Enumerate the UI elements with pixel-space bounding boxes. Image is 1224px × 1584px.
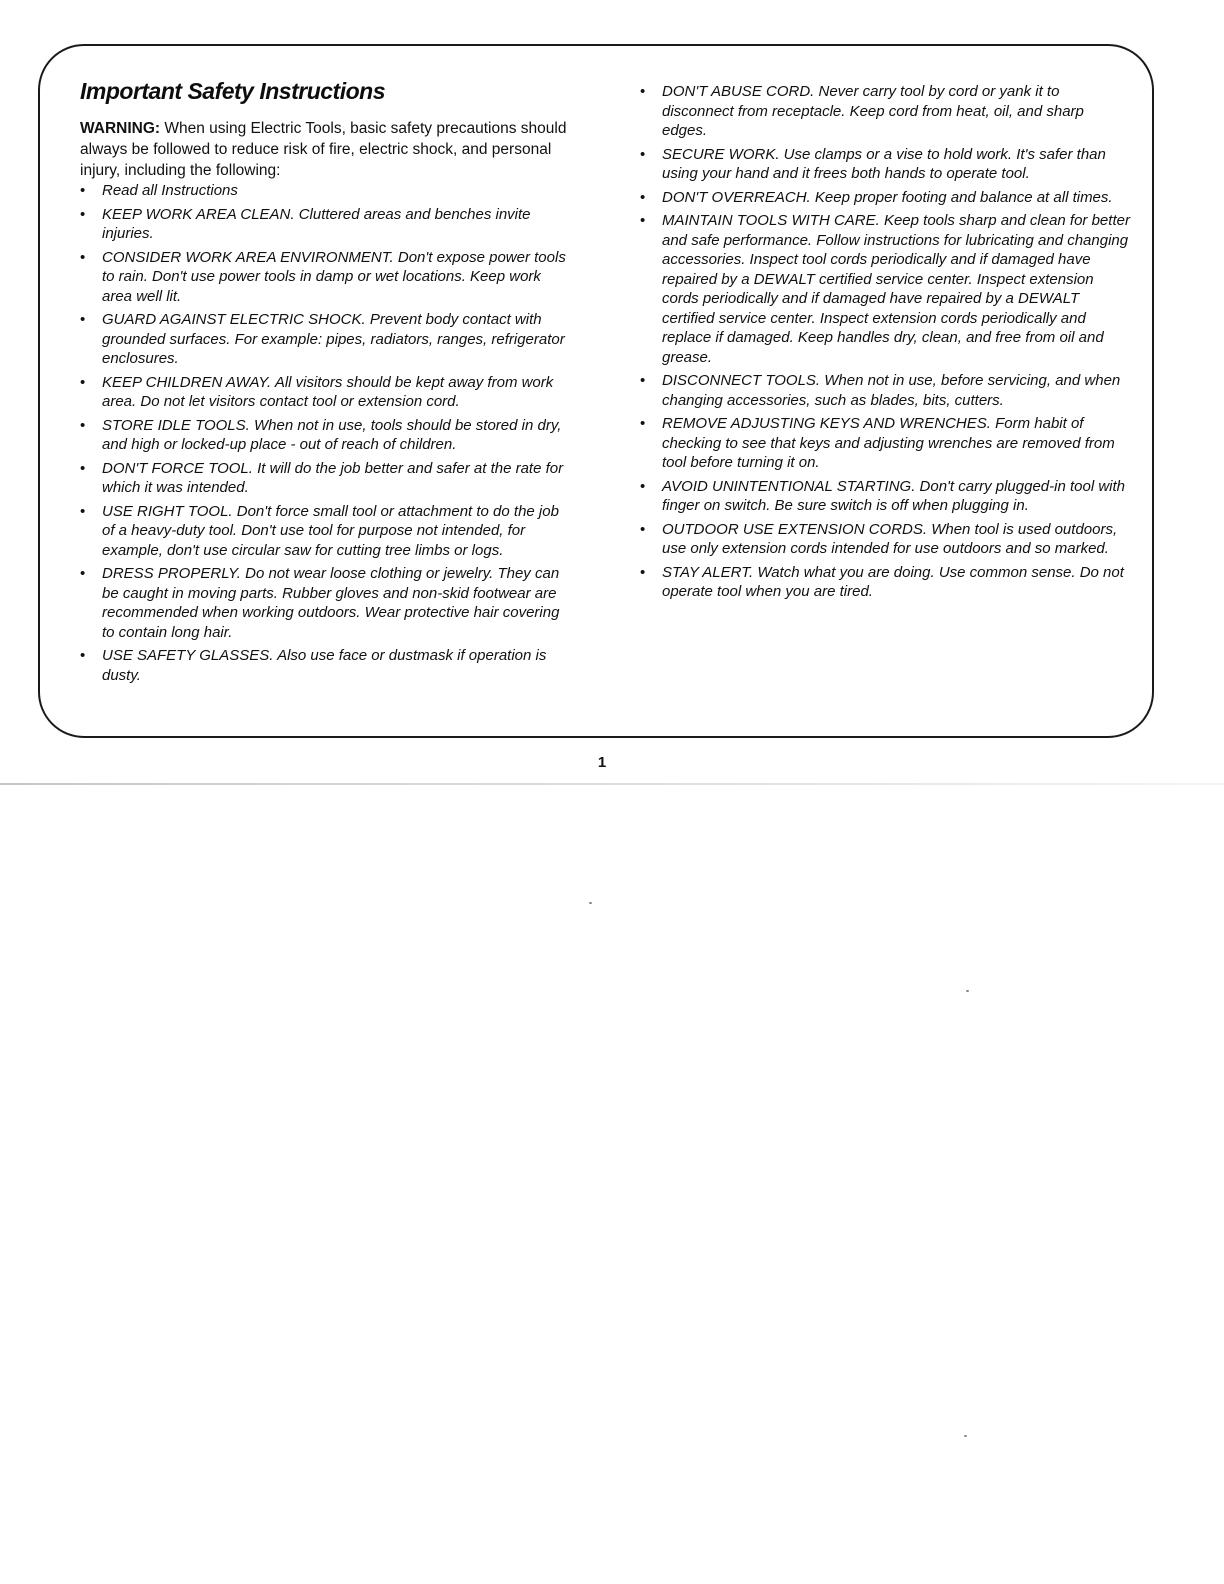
bullet: •	[640, 212, 646, 229]
left-bullet-list	[80, 181, 568, 685]
bullet: •	[640, 145, 646, 163]
list-item-text: CONSIDER WORK AREA ENVIRONMENT. Don't expose power tools to rain. Don't use power tools in damp or wet locations. Keep work area well lit.	[102, 248, 566, 305]
bullet: •	[640, 520, 646, 538]
bullet: •	[80, 565, 86, 582]
page-title: Important Safety Instructions	[80, 78, 385, 104]
list-item	[640, 520, 1130, 559]
list-item-text: USE RIGHT TOOL. Don't force small tool or attachment to do the job of a heavy-duty tool. Don't use tool for purpose not intended, for example, don't use circular saw for cutting tree limbs or logs.	[102, 502, 559, 559]
scan-speck	[589, 902, 592, 904]
list-item-text: AVOID UNINTENTIONAL STARTING. Don't carry plugged-in tool with finger on switch. Be sure switch is off when plugging in.	[662, 477, 1126, 514]
list-item	[640, 563, 1130, 602]
list-item	[80, 248, 568, 307]
bullet: •	[640, 563, 646, 581]
list-item-text: REMOVE ADJUSTING KEYS AND WRENCHES. Form habit of checking to see that keys and adjusting wrenches are removed from tool before turning it on.	[662, 415, 1115, 471]
bullet: •	[80, 373, 86, 391]
list-item-text: OUTDOOR USE EXTENSION CORDS. When tool is used outdoors, use only extension cords intended for use outdoors and so marked.	[662, 520, 1118, 557]
list-item-text: DON'T OVERREACH. Keep proper footing and balance at all times.	[662, 188, 1113, 206]
list-item-text: DON'T FORCE TOOL. It will do the job better and safer at the rate for which it was intended.	[102, 459, 564, 496]
warning-label: WARNING:	[80, 120, 161, 137]
bullet: •	[640, 477, 646, 495]
list-item	[80, 181, 568, 201]
scan-speck	[966, 990, 969, 992]
warning-text: When using Electric Tools, basic safety precautions should always be followed to reduce risk of fire, electric shock, and personal injury, including the following:	[80, 120, 567, 179]
bullet: •	[640, 188, 646, 206]
list-item	[640, 414, 1130, 473]
list-item-text: DON'T ABUSE CORD. Never carry tool by cord or yank it to disconnect from receptacle. Keep cord from heat, oil, and sharp edges.	[662, 83, 1084, 139]
bullet: •	[80, 248, 86, 266]
list-item	[640, 371, 1130, 410]
scan-artifact-line	[0, 783, 1224, 785]
right-column	[640, 82, 1130, 606]
page-number: 1	[597, 754, 607, 771]
bullet: •	[80, 647, 86, 664]
list-item	[80, 416, 568, 455]
bullet: •	[80, 205, 86, 223]
list-item	[80, 459, 568, 498]
bullet: •	[80, 502, 86, 520]
list-item-text: DRESS PROPERLY. Do not wear loose clothing or jewelry. They can be caught in moving parts. Rubber gloves and non-skid footwear are recommended when working outdoors. Wear protective hair covering to contain long hair.	[102, 565, 560, 641]
list-item-text: DISCONNECT TOOLS. When not in use, before servicing, and when changing accessories, such as blades, bits, cutters.	[662, 372, 1121, 409]
list-item-text: Read all Instructions	[102, 182, 238, 199]
list-item-text: MAINTAIN TOOLS WITH CARE. Keep tools sharp and clean for better and safe performance. Follow instructions for lubricating and changing accessories. Inspect tool cords periodically and if damaged have repaired by a DEWALT certified service center. Inspect extension cords periodically and if damaged have repaired by a DEWALT certified service center. Inspect extension cords periodically and replace if damaged. Keep handles dry, clean, and free from oil and grease.	[662, 212, 1130, 366]
list-item	[80, 564, 568, 642]
right-bullet-list	[640, 82, 1130, 602]
list-item	[640, 477, 1130, 516]
list-item	[640, 188, 1130, 208]
list-item	[80, 373, 568, 412]
list-item	[640, 145, 1130, 184]
bullet: •	[80, 182, 86, 199]
list-item-text: STAY ALERT. Watch what you are doing. Use common sense. Do not operate tool when you are tired.	[662, 563, 1124, 600]
left-column	[80, 76, 568, 689]
list-item-text: STORE IDLE TOOLS. When not in use, tools should be stored in dry, and high or locked-up place - out of reach of children.	[102, 416, 562, 453]
bullet: •	[640, 83, 646, 100]
list-item-text: KEEP CHILDREN AWAY. All visitors should be kept away from work area. Do not let visitors contact tool or extension cord.	[102, 373, 554, 410]
list-item	[80, 502, 568, 561]
bullet: •	[80, 311, 86, 328]
bullet: •	[640, 372, 646, 389]
scan-speck	[964, 1435, 967, 1437]
list-item-text: KEEP WORK AREA CLEAN. Cluttered areas and benches invite injuries.	[102, 205, 531, 242]
list-item	[640, 211, 1130, 367]
list-item	[80, 205, 568, 244]
list-item	[640, 82, 1130, 141]
bullet: •	[640, 415, 646, 432]
list-item-text: USE SAFETY GLASSES. Also use face or dustmask if operation is dusty.	[102, 647, 547, 684]
list-item	[80, 646, 568, 685]
warning-paragraph	[80, 118, 568, 181]
list-item	[80, 310, 568, 369]
list-item-text: GUARD AGAINST ELECTRIC SHOCK. Prevent body contact with grounded surfaces. For example: pipes, radiators, ranges, refrigerator enclosures.	[102, 311, 565, 367]
bullet: •	[80, 459, 86, 477]
bullet: •	[80, 416, 86, 434]
list-item-text: SECURE WORK. Use clamps or a vise to hold work. It's safer than using your hand and it frees both hands to operate tool.	[662, 145, 1106, 182]
